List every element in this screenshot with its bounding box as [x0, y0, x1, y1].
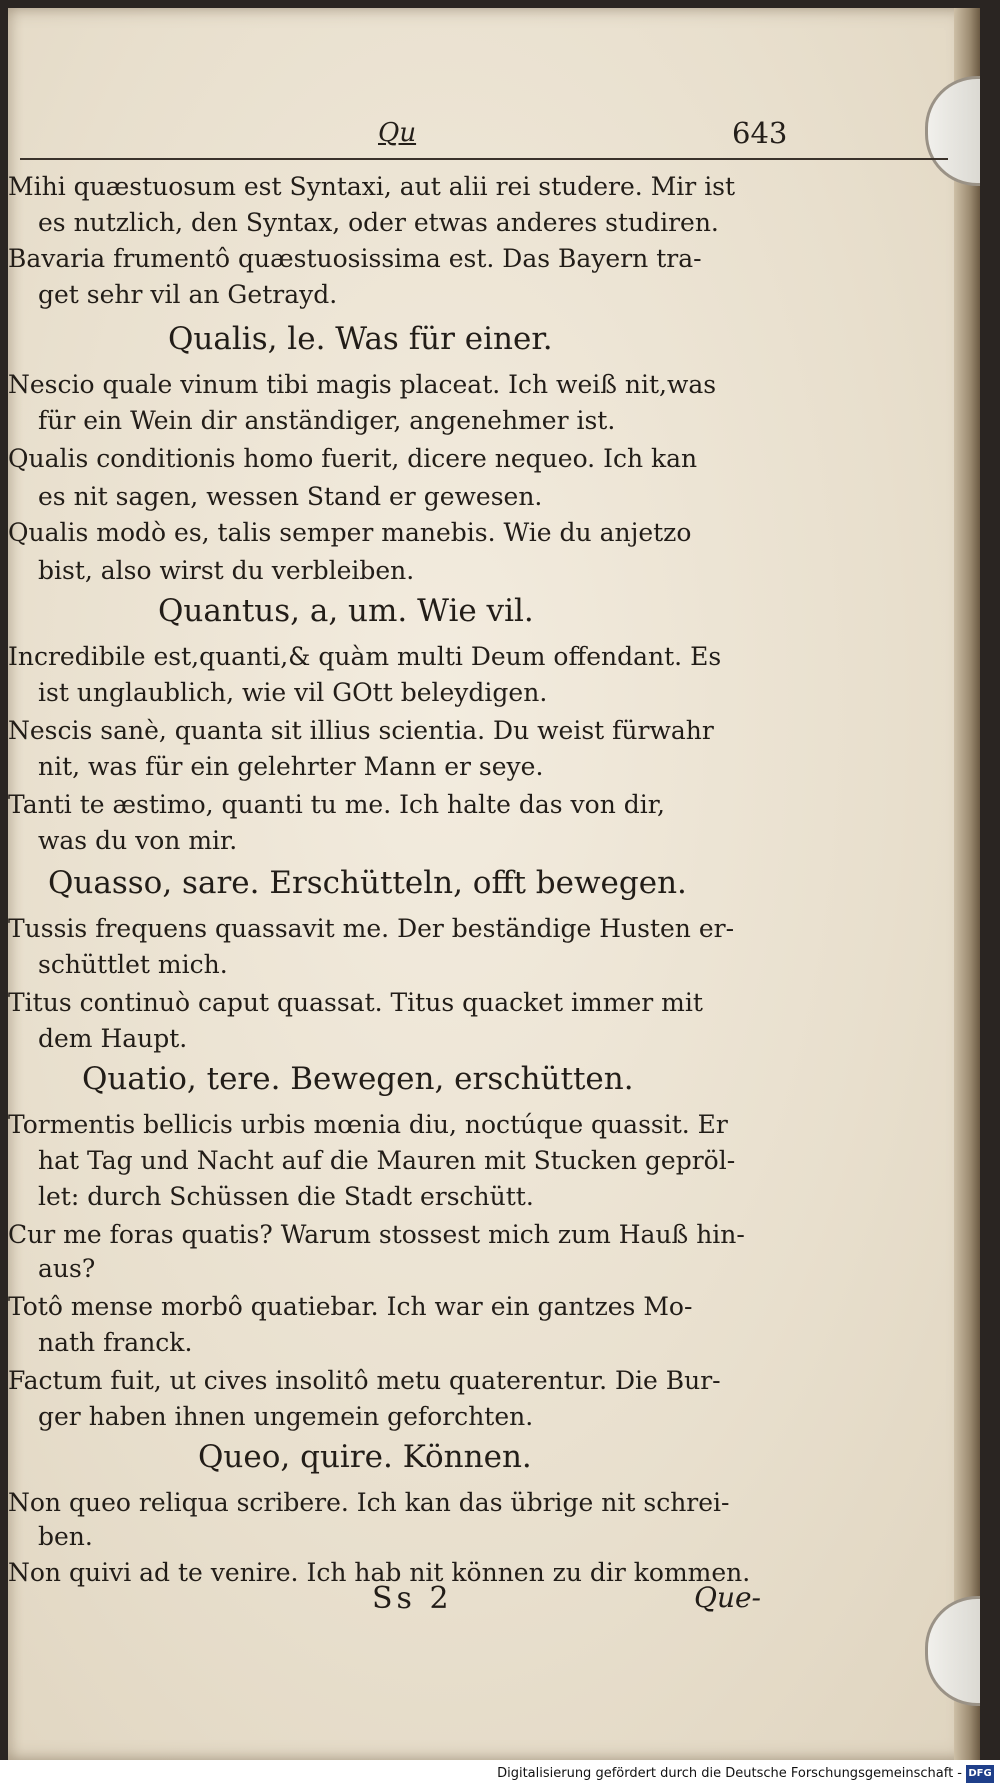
credit-bar: [0, 1760, 1000, 1789]
page-number: 643: [732, 116, 788, 150]
entry-heading: Queo, quire. Können.: [198, 1439, 532, 1475]
entry-heading: Quatio, tere. Bewegen, erschütten.: [82, 1061, 634, 1097]
text-line: Nescio quale vinum tibi magis placeat. Ich weiß nit,was: [8, 370, 717, 399]
text-line: Qualis conditionis homo fuerit, dicere nequeo. Ich kan: [8, 444, 698, 473]
text-line: nit, was für ein gelehrter Mann er seye.: [38, 752, 544, 781]
catchword: Que-: [694, 1581, 762, 1614]
text-line: ben.: [38, 1522, 93, 1551]
text-line: was du von mir.: [38, 826, 238, 855]
text-line: bist, also wirst du verbleiben.: [38, 556, 415, 585]
text-line: nath franck.: [38, 1328, 193, 1357]
header-rule: [20, 158, 948, 160]
text-line: schüttlet mich.: [38, 950, 228, 979]
entry-heading: Quantus, a, um. Wie vil.: [158, 593, 534, 629]
text-line: es nutzlich, den Syntax, oder etwas anderes studiren.: [38, 208, 719, 237]
page-edge: [954, 8, 980, 1760]
text-line: Titus continuò caput quassat. Titus quacket immer mit: [8, 988, 703, 1017]
text-line: get sehr vil an Getrayd.: [38, 280, 338, 309]
text-line: Totô mense morbô quatiebar. Ich war ein gantzes Mo-: [8, 1292, 693, 1321]
text-line: hat Tag und Nacht auf die Mauren mit Stucken gepröl-: [38, 1146, 736, 1175]
text-line: für ein Wein dir anständiger, angenehmer ist.: [38, 406, 616, 435]
text-line: aus?: [38, 1254, 96, 1283]
book-page: [8, 8, 980, 1760]
text-line: Cur me foras quatis? Warum stossest mich zum Hauß hin-: [8, 1220, 745, 1249]
page-tab-bottom: [925, 1596, 980, 1706]
dfg-logo-icon: DFG: [966, 1765, 994, 1783]
text-line: Non queo reliqua scribere. Ich kan das übrige nit schrei-: [8, 1488, 730, 1517]
text-line: Incredibile est,quanti,& quàm multi Deum offendant. Es: [8, 642, 722, 671]
text-line: Mihi quæstuosum est Syntaxi, aut alii rei studere. Mir ist: [8, 172, 736, 201]
text-line: Tanti te æstimo, quanti tu me. Ich halte das von dir,: [8, 790, 665, 819]
text-line: let: durch Schüssen die Stadt erschütt.: [38, 1182, 534, 1211]
entry-heading: Qualis, le. Was für einer.: [168, 321, 553, 357]
text-line: Non quivi ad te venire. Ich hab nit können zu dir kommen.: [8, 1558, 751, 1587]
text-line: Tussis frequens quassavit me. Der beständige Husten er-: [8, 914, 735, 943]
text-line: Bavaria frumentô quæstuosissima est. Das Bayern tra-: [8, 244, 702, 273]
page-header: [8, 100, 958, 160]
signature-mark: Ss 2: [372, 1581, 453, 1616]
text-line: dem Haupt.: [38, 1024, 188, 1053]
text-line: Tormentis bellicis urbis mœnia diu, noctúque quassit. Er: [8, 1110, 728, 1139]
entry-heading: Quasso, sare. Erschütteln, offt bewegen.: [48, 865, 687, 901]
text-line: Qualis modò es, talis semper manebis. Wie du anjetzo: [8, 518, 692, 547]
running-head: Qu: [378, 118, 417, 148]
funding-credit: Digitalisierung gefördert durch die Deutsche Forschungsgemeinschaft -: [497, 1766, 962, 1781]
text-line: ist unglaublich, wie vil GOtt beleydigen.: [38, 678, 548, 707]
text-line: es nit sagen, wessen Stand er gewesen.: [38, 482, 543, 511]
text-line: Factum fuit, ut cives insolitô metu quaterentur. Die Bur-: [8, 1366, 721, 1395]
text-line: ger haben ihnen ungemein geforchten.: [38, 1402, 534, 1431]
text-line: Nescis sanè, quanta sit illius scientia. Du weist fürwahr: [8, 716, 714, 745]
